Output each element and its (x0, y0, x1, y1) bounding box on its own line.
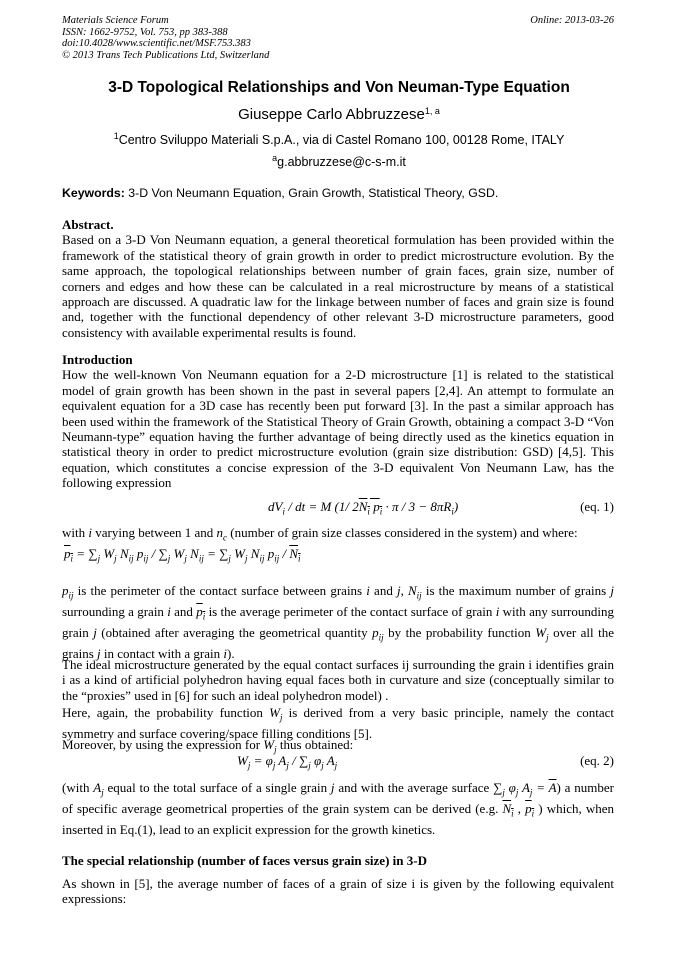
keywords-label: Keywords: (62, 186, 125, 200)
definition-pi-formula: $p_i = \sum_j$ $W_j$ $N_{ij}$ $p_{ij} / \sum_j$ $W_j$ $N_{ij} = \sum_j$ $W_j$ $N_{ij}$ $p_{ij} / N_i$ (64, 546, 301, 564)
introduction-p7: (with $A_j$ equal to the total surface of a single grain j and with the average surface $\sum_j$ $\varphi_j$ $A_j = \overline{A}$) a number of specific average geometrical properties of the grain system can be derived (e.g. $N_i$ , $p_i$ ) which, when inserted in Eq.(1), lead to an explicit expression for the growth kinetics. (62, 780, 614, 837)
email (0, 153, 678, 169)
introduction-p1: How the well-known Von Neumann equation for a 2-D microstructure [1] is related to the statistical model of grain growth has been shown in the past in several papers [2,4]. An attempt to formulate an equivalent equation for a 3D case has recently been put forward [3]. In the past a similar approach has been used within the framework of the Statistical Theory of Grain Growth, obtaining a compact 3-D “Von Neumann-type” equation having the further advantage of being directly used as the kinetics equation in statistical theory in order to predict microstructure evolution (grain size distribution: GSD) [4,5]. This equation, which constitutes a concise expression of the 3-D equivalent Von Neumann Law, has the following expression (62, 367, 614, 491)
equation-2 (62, 753, 614, 773)
introduction-p5: Here, again, the probability function $W_j$ is derived from a very basic principle, namely the contact symmetry and surface covering/space filling conditions [5]. (62, 705, 614, 741)
journal-name: Materials Science Forum (62, 15, 169, 26)
introduction-p4: The ideal microstructure generated by the equal contact surfaces ij surrounding the grain i identifies grain i as a kind of artificial polyhedron having equal faces both in curvature and size (conceptually similar to the “proxies” used in [6] for such an ideal polyhedron model) . (62, 657, 614, 703)
author-line (0, 106, 678, 123)
email-sup: a (272, 153, 278, 163)
journal-copyright: © 2013 Trans Tech Publications Ltd, Switzerland (62, 49, 270, 61)
equation-1-number: (eq. 1) (580, 499, 614, 514)
abstract-heading: Abstract. (62, 217, 114, 232)
introduction-p2: with i varying between 1 and $n_c$ (number of grain size classes considered in the system) and where: (62, 525, 578, 543)
journal-issn: ISSN: 1662-9752, Vol. 753, pp 383-388 (62, 26, 228, 38)
equation-2-number: (eq. 2) (580, 753, 614, 768)
equation-1-formula: $dV_i$ / dt = M (1/ $2N_i$ $p_i \cdot \pi / 3 - 8\pi R_i$) (268, 499, 459, 517)
special-section (62, 853, 614, 868)
special-p1: As shown in [5], the average number of faces of a grain of size i is given by the following equivalent expressions: (62, 876, 614, 907)
abstract-text: Based on a 3-D Von Neumann equation, a general theoretical formulation has been provided within the framework of the statistical theory of grain growth in order to predict microstructure evolution. By the same approach, the topological relationships between number of grain faces, grain size, number of corners and edges and how these can be calculated in a real microstructure by means of a statistical approach are discussed. A quadratic law for the linkage between number of faces and grain size is found and, together with the functional dependency of other relevant 3-D microstructure parameters, good consistency with available experimental results is found. (62, 232, 614, 340)
journal-doi: doi:10.4028/www.scientific.net/MSF.753.383 (62, 38, 251, 49)
equation-2-formula: $W_j = \varphi_j$ $A_j / \sum_j$ $\varphi_j$ $A_j$ (237, 753, 338, 771)
affiliation-sup: 1 (113, 131, 119, 141)
special-heading: The special relationship (number of faces versus grain size) in 3-D (62, 853, 427, 868)
introduction (62, 352, 614, 491)
paper-title: 3-D Topological Relationships and Von Neuman-Type Equation (108, 79, 570, 96)
introduction-p6: Moreover, by using the expression for $W_j$ thus obtained: (62, 737, 354, 755)
equation-1 (62, 499, 614, 519)
keywords-text: 3-D Von Neumann Equation, Grain Growth, Statistical Theory, GSD. (128, 186, 499, 200)
online-date: Online: 2013-03-26 (530, 15, 614, 26)
affiliation (0, 131, 678, 147)
affiliation-text: Centro Sviluppo Materiali S.p.A., via di Castel Romano 100, 00128 Rome, ITALY (118, 133, 565, 147)
email-text: g.abbruzzese@c-s-m.it (277, 155, 406, 169)
abstract (62, 217, 614, 340)
introduction-p3: $p_{ij}$ is the perimeter of the contact surface between grains i and j, $N_{ij}$ is the maximum number of grains j surrounding a grain i and $p_i$ is the average perimeter of the contact surface of grain i with any surrounding grain j (obtained after averaging the geometrical quantity $p_{ij}$ by the probability function $W_j$ over all the grains j in contact with a grain i). (62, 583, 614, 661)
introduction-heading: Introduction (62, 352, 133, 367)
author-sup: 1, a (424, 106, 440, 116)
journal-header (62, 15, 269, 61)
keywords (62, 186, 618, 200)
author-name: Giuseppe Carlo Abbruzzese (238, 106, 425, 123)
definition-pi (62, 546, 614, 566)
